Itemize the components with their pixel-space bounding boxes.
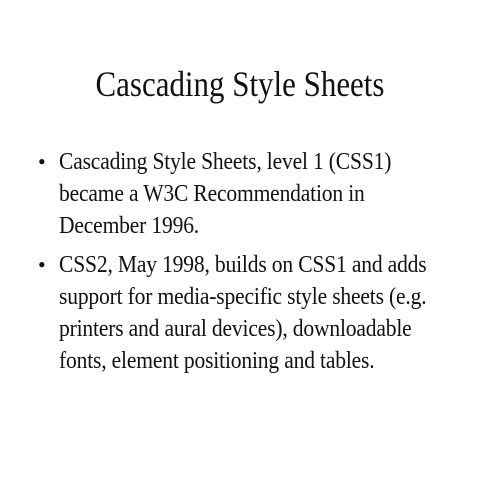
bullet-dot-icon: • [38,252,46,277]
slide-title: Cascading Style Sheets [95,64,385,104]
bullet-text-line: became a W3C Recommendation in [59,180,365,207]
bullet-list [30,146,460,384]
bullet-text-line: Cascading Style Sheets, level 1 (CSS1) [59,148,392,175]
bullet-item-css2 [30,249,460,377]
bullet-text-line: December 1996. [59,212,200,239]
bullet-dot-icon: • [38,149,46,174]
bullet-text-line: fonts, element positioning and tables. [59,347,375,374]
bullet-text-line: CSS2, May 1998, builds on CSS1 and adds [59,251,427,278]
bullet-item-css1 [30,146,460,242]
bullet-text-line: printers and aural devices), downloadable [59,315,412,342]
bullet-text-line: support for media-specific style sheets (e.g. [59,283,427,310]
